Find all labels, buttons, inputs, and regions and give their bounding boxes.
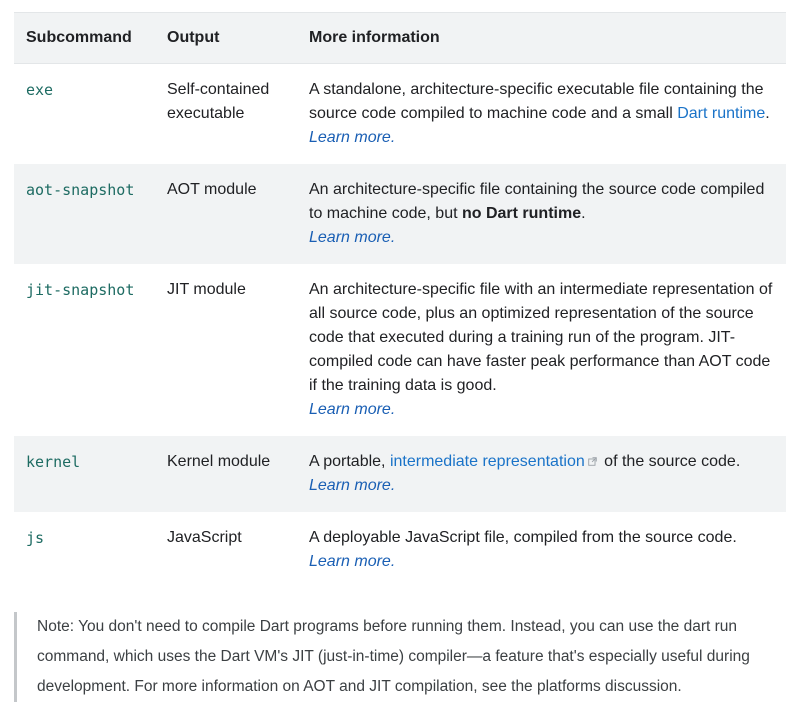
- subcommand-cell: aot-snapshot: [26, 181, 135, 199]
- info-text-end: of the source code.: [599, 453, 741, 470]
- learn-more-link[interactable]: Learn more.: [309, 401, 396, 418]
- info-text-end: .: [581, 205, 586, 222]
- note-callout: [14, 612, 784, 702]
- info-text-end: .: [765, 105, 770, 122]
- subcommand-table-container: [14, 12, 786, 588]
- info-cell: [297, 64, 786, 165]
- learn-more-link[interactable]: Learn more.: [309, 129, 396, 146]
- info-bold-text: no Dart runtime: [461, 205, 582, 222]
- table-row: [14, 64, 786, 165]
- header-subcommand: Subcommand: [26, 29, 132, 46]
- subcommand-cell: kernel: [26, 453, 81, 471]
- subcommand-cell: jit-snapshot: [26, 281, 135, 299]
- table-row: [14, 164, 786, 264]
- dart-runtime-link[interactable]: Dart runtime: [677, 105, 766, 122]
- subcommand-cell: js: [26, 529, 45, 547]
- info-text: A deployable JavaScript file, compiled from the source code.: [309, 529, 737, 546]
- output-cell: AOT module: [167, 181, 257, 198]
- header-output: Output: [167, 29, 220, 46]
- table-row: [14, 264, 786, 436]
- intermediate-representation-link[interactable]: intermediate representation: [389, 453, 585, 470]
- output-cell: JavaScript: [167, 529, 242, 546]
- output-cell: Kernel module: [167, 453, 271, 470]
- learn-more-link[interactable]: Learn more.: [309, 229, 396, 246]
- output-cell: JIT module: [167, 281, 246, 298]
- info-text: A standalone, architecture-specific executable file containing the source code compiled to machine code and a small: [309, 81, 764, 122]
- table-header-row: [14, 13, 786, 64]
- subcommand-table: [14, 12, 786, 588]
- learn-more-link[interactable]: Learn more.: [309, 477, 396, 494]
- output-cell: Self-contained executable: [167, 81, 270, 122]
- info-cell: [297, 164, 786, 264]
- subcommand-cell: exe: [26, 81, 54, 99]
- info-cell: [297, 436, 786, 512]
- external-link-icon: [588, 457, 597, 466]
- info-text: A portable,: [309, 453, 390, 470]
- info-text: An architecture-specific file containing the source code compiled to machine code, but: [309, 181, 765, 222]
- info-cell: [297, 264, 786, 436]
- table-row: [14, 436, 786, 512]
- info-cell: [297, 512, 786, 588]
- table-row: [14, 512, 786, 588]
- info-text: An architecture-specific file with an intermediate representation of all source code, plus an optimized representation of the source code that executed during a training run of the program. JIT-compiled code can have faster peak performance than AOT code if the training data is good.: [309, 281, 773, 394]
- header-more-information: More information: [309, 29, 440, 46]
- note-text: Note: You don't need to compile Dart programs before running them. Instead, you can use the dart run command, which uses the Dart VM's JIT (just-in-time) compiler—a feature that's especially useful during development. For more information on AOT and JIT compilation, see the platforms discussion.: [37, 618, 750, 695]
- learn-more-link[interactable]: Learn more.: [309, 553, 396, 570]
